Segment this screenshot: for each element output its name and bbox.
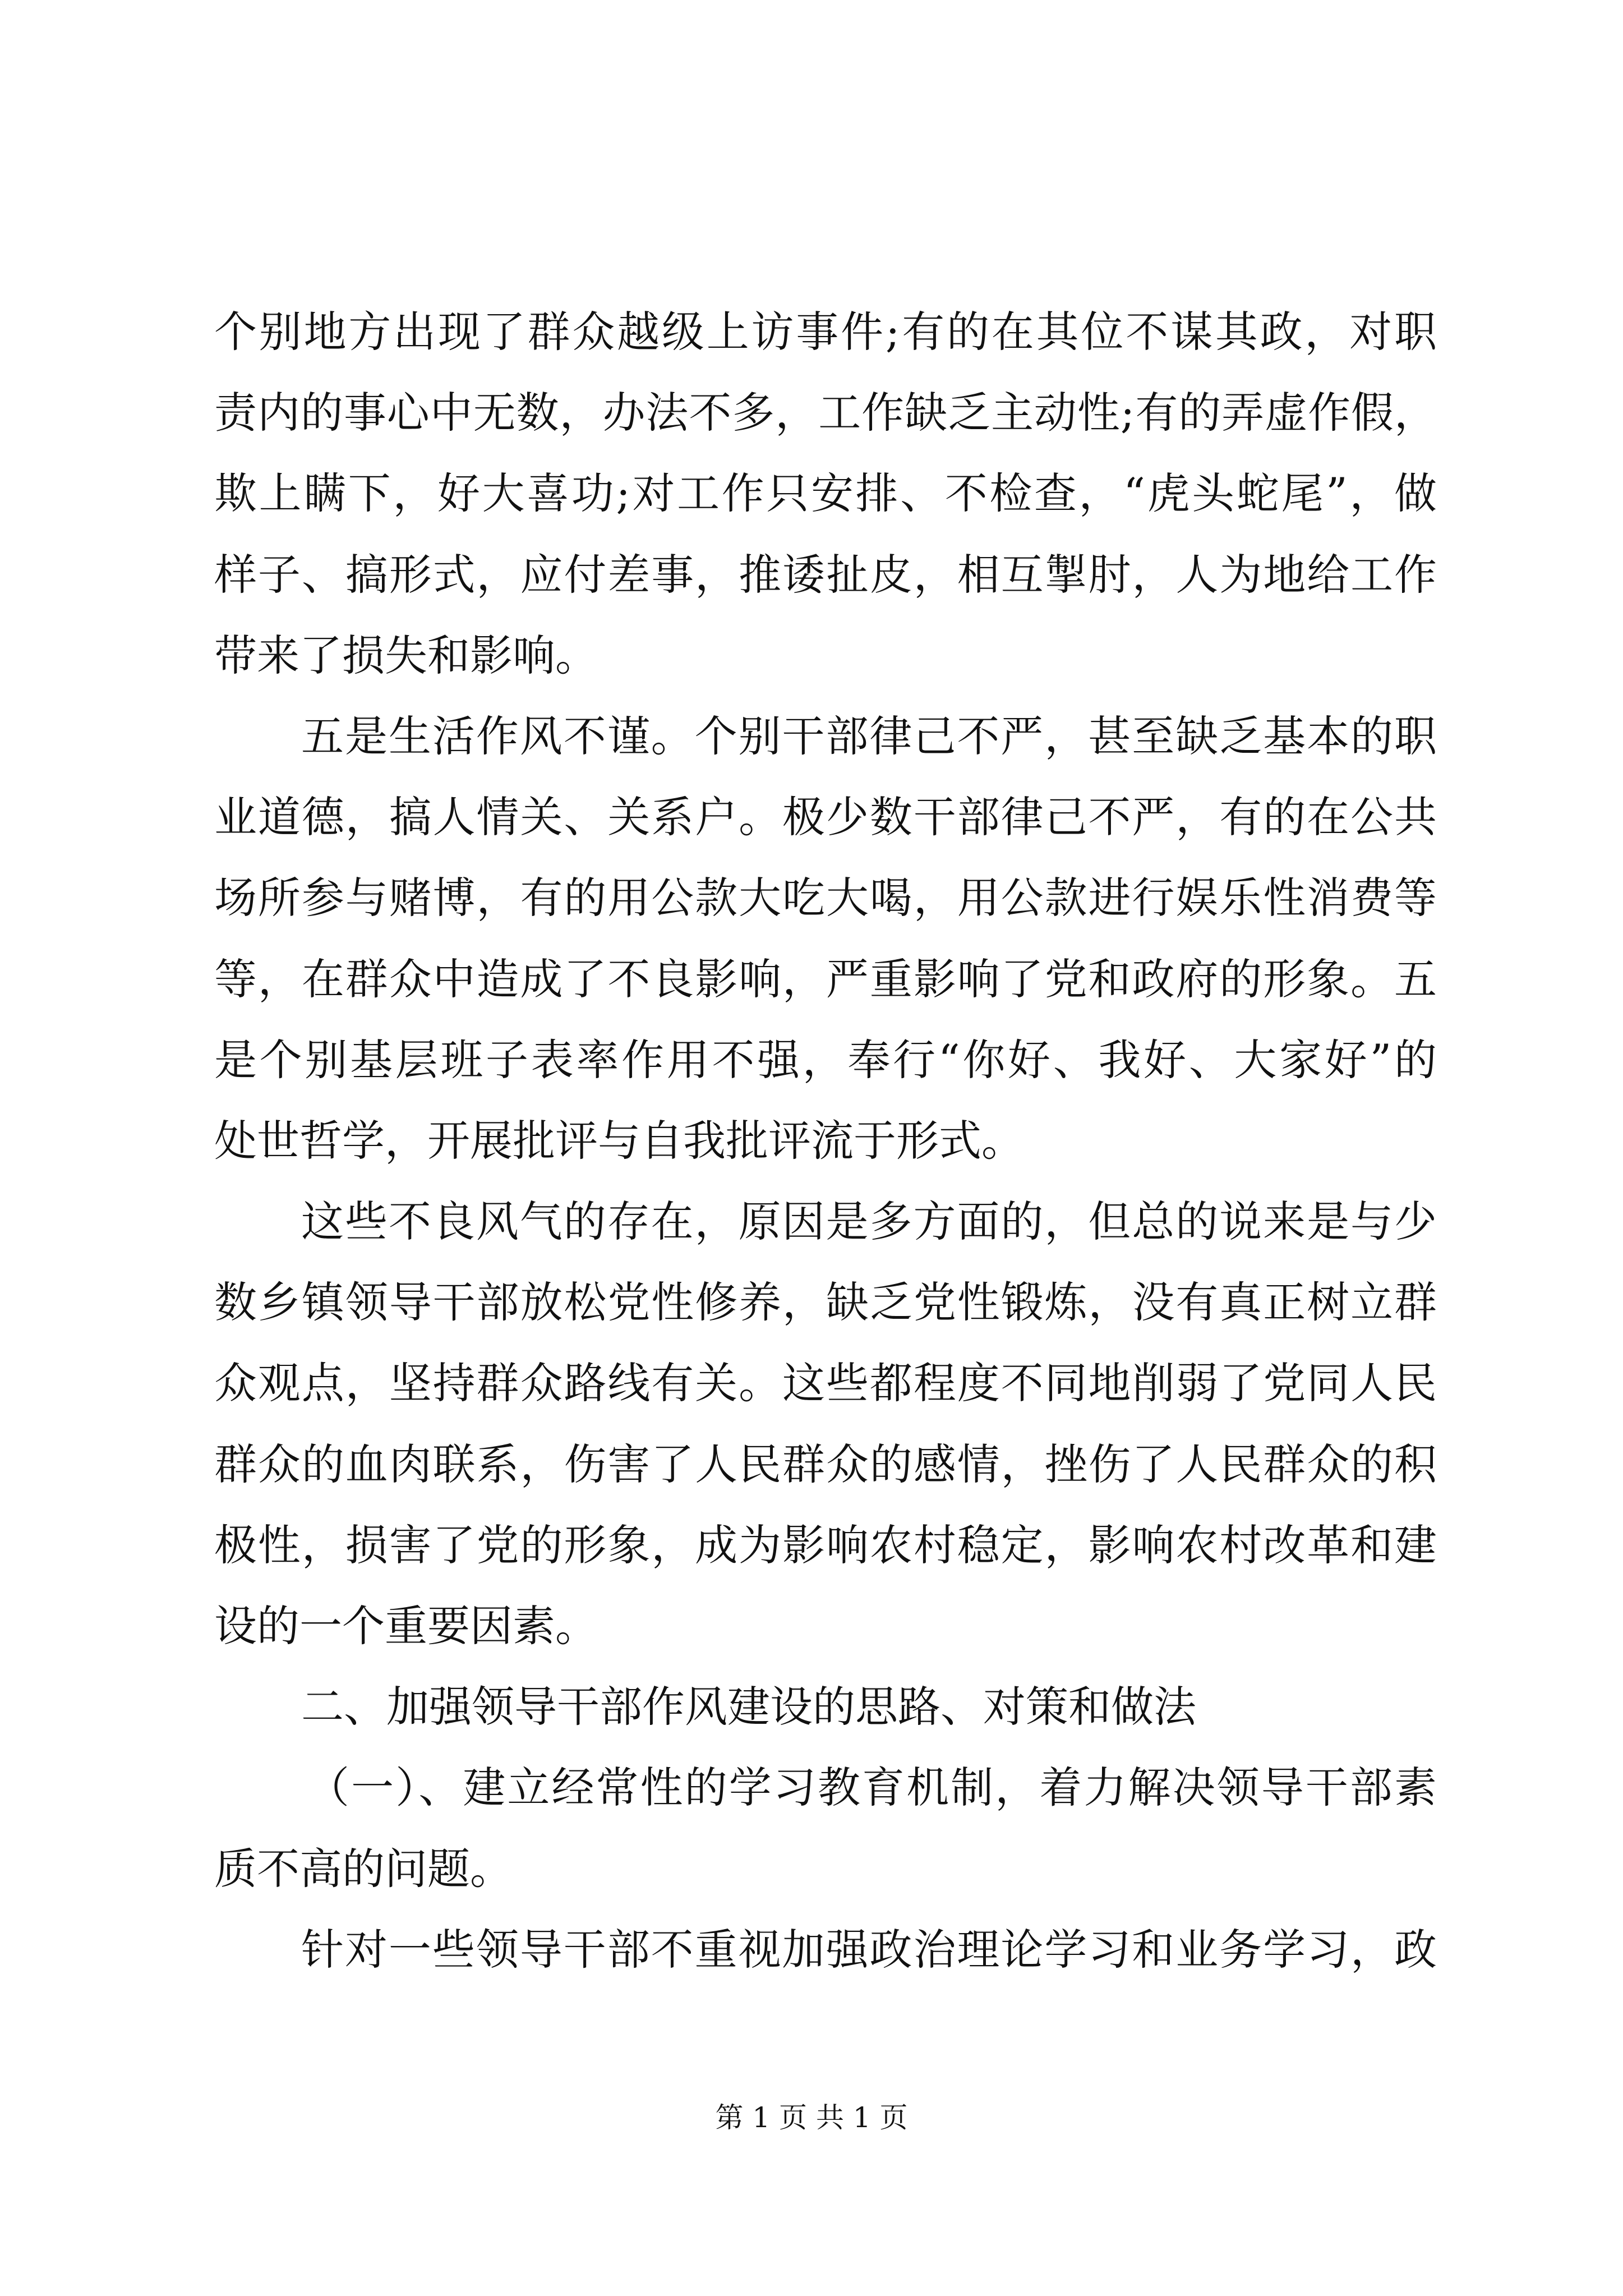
text-line: 欺上瞒下，好大喜功;对工作只安排、不检查，“虎头蛇尾”，做 bbox=[214, 468, 1437, 519]
subsection-heading: （一）、建立经常性的学习教育机制，着力解决领导干部素 bbox=[307, 1763, 1437, 1813]
document-body bbox=[214, 292, 1437, 1990]
text-line: 个别地方出现了群众越级上访事件;有的在其位不谋其政，对职 bbox=[214, 307, 1437, 357]
text-line: 是个别基层班子表率作用不强，奉行“你好、我好、大家好”的 bbox=[214, 1034, 1437, 1085]
paragraph-first-line: 针对一些领导干部不重视加强政治理论学习和业务学习，政 bbox=[301, 1924, 1437, 1975]
text-line: 群众的血肉联系，伤害了人民群众的感情，挫伤了人民群众的积 bbox=[214, 1439, 1437, 1489]
text-line: 责内的事心中无数，办法不多，工作缺乏主动性;有的弄虚作假， bbox=[214, 388, 1437, 438]
page-number-label: 第 1 页 共 1 页 bbox=[715, 2101, 908, 2134]
text-line: 等，在群众中造成了不良影响，严重影响了党和政府的形象。五 bbox=[214, 954, 1437, 1004]
page-footer bbox=[0, 2098, 1623, 2137]
paragraph-first-line: 五是生活作风不谨。个别干部律己不严，甚至缺乏基本的职 bbox=[301, 711, 1437, 761]
subsection-heading-continuation: 质不高的问题。 bbox=[214, 1843, 513, 1894]
paragraph-first-line: 这些不良风气的存在，原因是多方面的，但总的说来是与少 bbox=[301, 1197, 1437, 1247]
text-line: 数乡镇领导干部放松党性修养，缺乏党性锻炼，没有真正树立群 bbox=[214, 1277, 1437, 1328]
text-line: 带来了损失和影响。 bbox=[214, 630, 598, 680]
text-line: 极性，损害了党的形象，成为影响农村稳定，影响农村改革和建 bbox=[214, 1520, 1437, 1570]
section-heading: 二、加强领导干部作风建设的思路、对策和做法 bbox=[301, 1682, 1196, 1732]
text-line: 众观点，坚持群众路线有关。这些都程度不同地削弱了党同人民 bbox=[214, 1358, 1437, 1409]
text-line: 业道德，搞人情关、关系户。极少数干部律己不严，有的在公共 bbox=[214, 792, 1437, 843]
text-line: 设的一个重要因素。 bbox=[214, 1601, 598, 1651]
text-line: 场所参与赌博，有的用公款大吃大喝，用公款进行娱乐性消费等 bbox=[214, 873, 1437, 923]
text-line: 处世哲学，开展批评与自我批评流于形式。 bbox=[214, 1115, 1024, 1166]
text-line: 样子、搞形式，应付差事，推诿扯皮，相互掣肘，人为地给工作 bbox=[214, 549, 1437, 600]
